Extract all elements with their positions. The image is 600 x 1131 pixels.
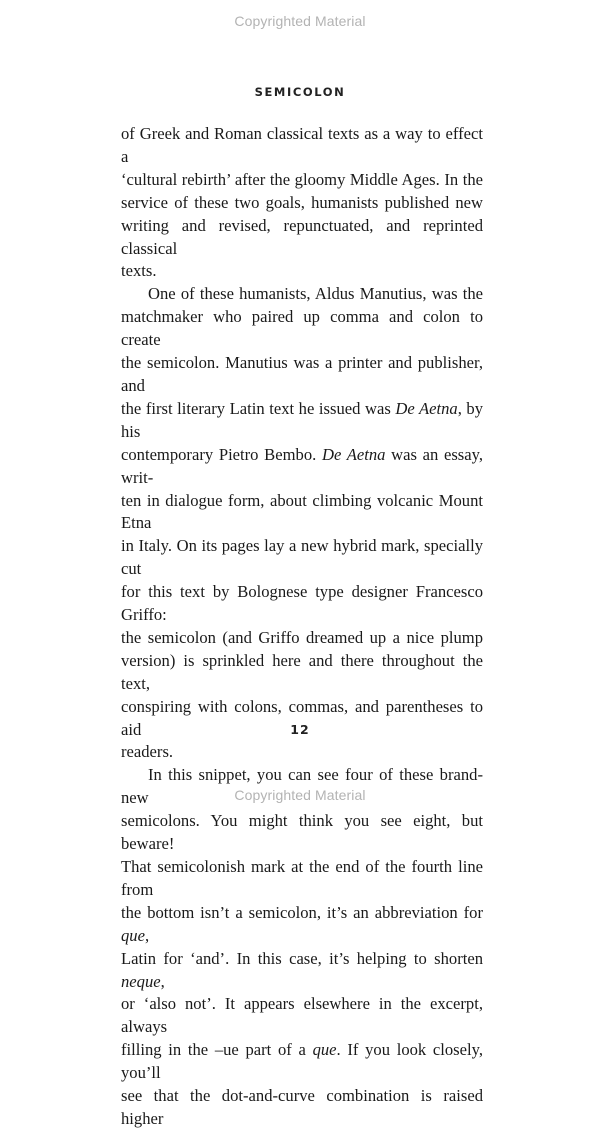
text-line: see that the dot-and-curve combination is raised higher	[121, 1086, 483, 1128]
text-line: service of these two goals, humanists published new	[121, 192, 483, 212]
text-line: the first literary Latin text he issued was De Aetna, by his	[121, 398, 484, 441]
text-line: filling in the –ue part of a que. If you look closely, you’ll	[121, 1040, 483, 1083]
paragraph-3	[121, 764, 483, 1131]
text-line: or ‘also not’. It appears elsewhere in the excerpt, always	[121, 994, 483, 1037]
text-line: contemporary Pietro Bembo. De Aetna was an essay, writ-	[121, 444, 483, 487]
text-line: semicolons. You might think you see eight, but beware!	[121, 811, 483, 854]
text-line: matchmaker who paired up comma and colon to create	[121, 307, 483, 350]
text-line: in Italy. On its pages lay a new hybrid mark, specially cut	[121, 536, 483, 579]
text-line: texts.	[121, 261, 157, 281]
text-line: for this text by Bolognese type designer Francesco Griffo:	[121, 582, 483, 625]
paragraph-1	[121, 123, 483, 283]
text-line: Latin for ‘and’. In this case, it’s helping to shorten neque,	[121, 948, 483, 991]
italic-title: De Aetna	[395, 398, 458, 418]
copyright-watermark-bottom: Copyrighted Material	[234, 787, 366, 803]
running-head: SEMICOLON	[254, 85, 346, 99]
copyright-watermark-top: Copyrighted Material	[234, 13, 366, 29]
text-line: That semicolonish mark at the end of the fourth line from	[121, 857, 483, 899]
text-line: version) is sprinkled here and there throughout the text,	[121, 650, 483, 693]
italic-word: neque	[121, 971, 161, 991]
italic-word: que	[312, 1040, 337, 1060]
text-line: writing and revised, repunctuated, and reprinted classical	[121, 215, 483, 258]
text-line: ten in dialogue form, about climbing volcanic Mount Etna	[121, 490, 483, 533]
italic-word: que	[121, 925, 145, 945]
text-line: of Greek and Roman classical texts as a way to effect a	[121, 124, 483, 166]
text-line: the bottom isn’t a semicolon, it’s an abbreviation for que,	[121, 902, 483, 945]
text-line: conspiring with colons, commas, and parentheses to aid	[121, 696, 483, 739]
text-line: ‘cultural rebirth’ after the gloomy Middle Ages. In the	[121, 169, 483, 189]
body-text	[121, 123, 483, 1131]
text-line: In this snippet, you can see four of these brand-new	[121, 765, 483, 808]
page-number: 12	[290, 722, 310, 737]
text-line: the semicolon. Manutius was a printer and publisher, and	[121, 353, 483, 395]
text-line: One of these humanists, Aldus Manutius, was the	[148, 284, 483, 304]
italic-title: De Aetna	[321, 444, 386, 464]
text-line: the semicolon (and Griffo dreamed up a nice plump	[121, 627, 483, 647]
text-line: readers.	[121, 742, 174, 762]
paragraph-2	[121, 283, 483, 764]
